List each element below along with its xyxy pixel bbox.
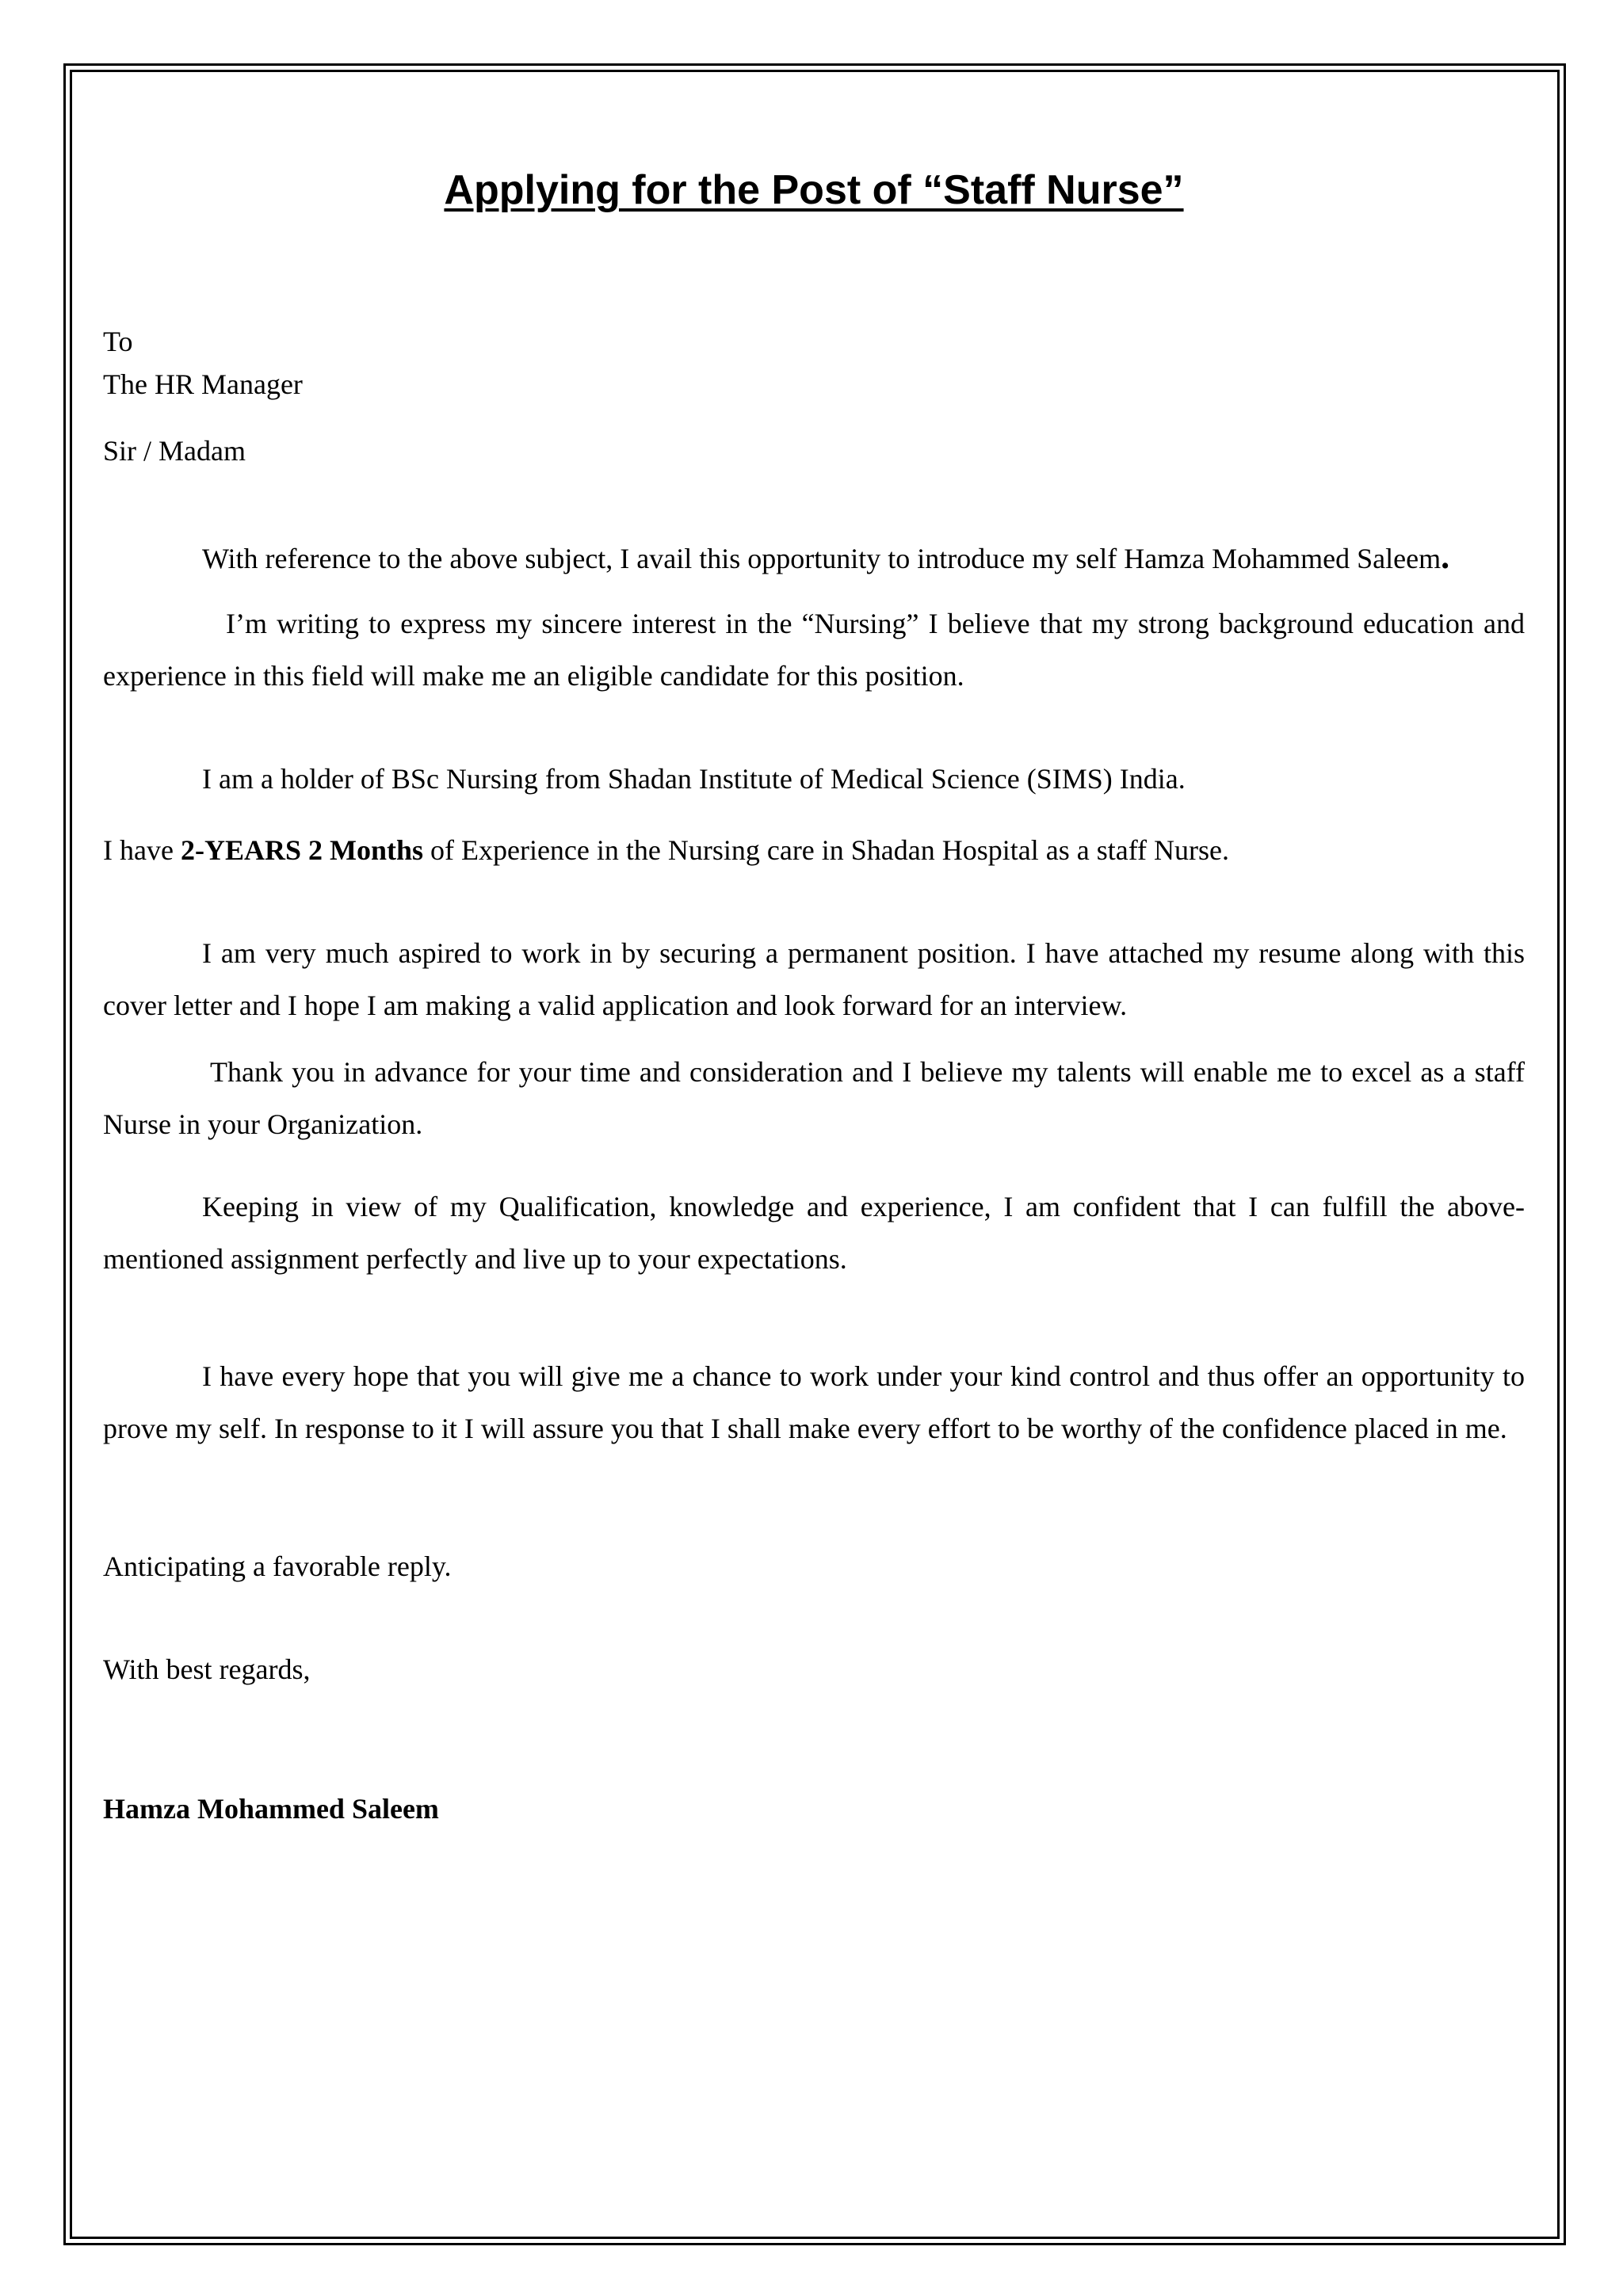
experience-paragraph [103,824,1525,876]
aspiration-paragraph: I am very much aspired to work in by securing a permanent position. I have attached my resume along with this cover letter and I hope I am making a valid application and look forward for an interview. [103,937,1525,1021]
letter-title: Applying for the Post of “Staff Nurse” [444,167,1184,213]
intro-period: . [1441,537,1450,576]
experience-prefix: I have [103,834,181,866]
intro-text: With reference to the above subject, I avail this opportunity to introduce my self Hamza Mohammed Saleem [202,543,1442,574]
signature-name: Hamza Mohammed Saleem [103,1793,439,1825]
closing-line: With best regards, [103,1653,311,1685]
recipient-to: To [103,326,133,357]
recipient-title: The HR Manager [103,368,303,400]
thanks-paragraph: Thank you in advance for your time and consideration and I believe my talents will enable me to excel as a staff Nurse in your Organization. [103,1056,1525,1140]
hope-paragraph: I have every hope that you will give me a chance to work under your kind control and thus offer an opportunity to prove my self. In response to it I will assure you that I shall make every effort to be worthy of the confidence placed in me. [103,1360,1525,1444]
qualification-paragraph: I am a holder of BSc Nursing from Shadan Institute of Medical Science (SIMS) India. [202,763,1186,795]
anticipation-line: Anticipating a favorable reply. [103,1550,452,1582]
confidence-paragraph: Keeping in view of my Qualification, knowledge and experience, I am confident that I can fulfill the above-mentioned assignment perfectly and live up to your expectations. [103,1191,1525,1275]
salutation: Sir / Madam [103,435,246,467]
experience-suffix: of Experience in the Nursing care in Shadan Hospital as a staff Nurse. [423,834,1230,866]
interest-paragraph: I’m writing to express my sincere interest in the “Nursing” I believe that my strong background education and experience in this field will make me an eligible candidate for this position. [103,608,1525,692]
experience-duration: 2-YEARS 2 Months [180,834,423,866]
intro-paragraph [103,531,1525,585]
